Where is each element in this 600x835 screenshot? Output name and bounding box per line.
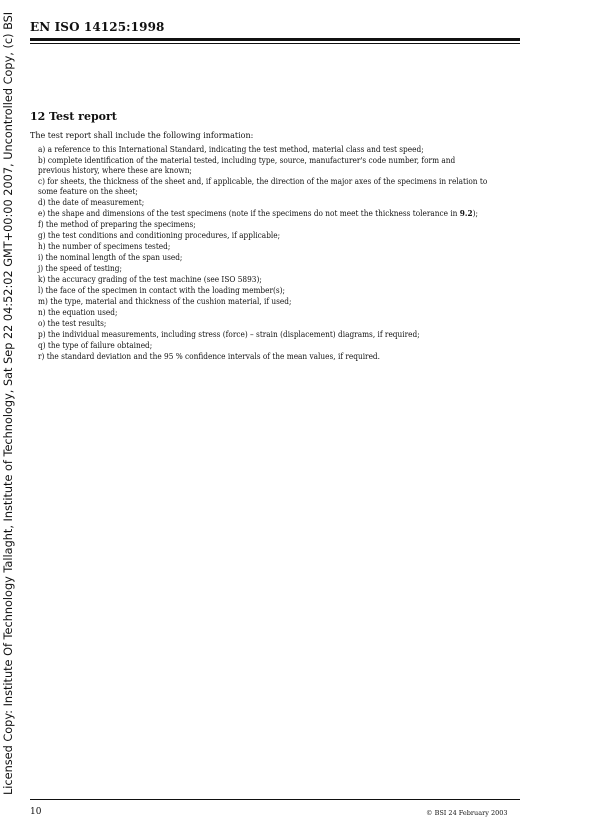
license-watermark: Licensed Copy: Institute Of Technology Tallaght, Institute of Technology, Sat Sep 22 04:52:02 GMT+00:00 2007, Uncontrolled Copy, (c) BSI: [2, 11, 15, 795]
list-item: r) the standard deviation and the 95 % confidence intervals of the mean values, if required.: [38, 351, 380, 361]
footer-rule: [30, 799, 520, 800]
list-item: [38, 209, 489, 219]
list-item: j) the speed of testing;: [38, 263, 122, 273]
document-title: EN ISO 14125:1998: [30, 20, 165, 34]
list-item: b) complete identification of the material tested, including type, source, manufacturer's code number, form and previous history, where these are known;: [38, 156, 456, 175]
list-item: p) the individual measurements, including stress (force) – strain (displacement) diagrams, if required;: [38, 329, 420, 339]
section-intro: The test report shall include the following information:: [30, 131, 254, 140]
list-item: l) the face of the specimen in contact with the loading member(s);: [38, 285, 286, 295]
list-item: n) the equation used;: [38, 307, 118, 317]
list-item: h) the number of specimens tested;: [38, 241, 171, 251]
list-item: c) for sheets, the thickness of the sheet and, if applicable, the direction of the major axes of the specimens in relation to some feature on the sheet;: [38, 176, 488, 196]
list-item: k) the accuracy grading of the test machine (see ISO 5893);: [38, 274, 262, 284]
clause-reference: 9.2: [459, 207, 473, 218]
list-item: o) the test results;: [38, 318, 107, 328]
list-item: m) the type, material and thickness of the cushion material, if used;: [38, 296, 292, 306]
list-item-text-tail: );: [472, 208, 478, 218]
list-item: a) a reference to this International Standard, indicating the test method, material class and test speed;: [38, 145, 424, 154]
list-item: d) the date of measurement;: [38, 197, 145, 207]
section-heading: 12 Test report: [30, 110, 117, 123]
header-rule-thin: [30, 43, 520, 44]
list-item-text: e) the shape and dimensions of the test specimens (note if the specimens do not meet the thickness tolerance in: [38, 208, 460, 218]
header-rule-thick: [30, 38, 520, 41]
page-number: 10: [30, 807, 42, 817]
list-item: i) the nominal length of the span used;: [38, 252, 183, 262]
list-item: g) the test conditions and conditioning procedures, if applicable;: [38, 230, 281, 240]
copyright-notice: © BSI 24 February 2003: [426, 809, 508, 817]
list-item: q) the type of failure obtained;: [38, 340, 153, 350]
list-item: f) the method of preparing the specimens;: [38, 219, 196, 229]
test-report-list: [38, 145, 489, 363]
